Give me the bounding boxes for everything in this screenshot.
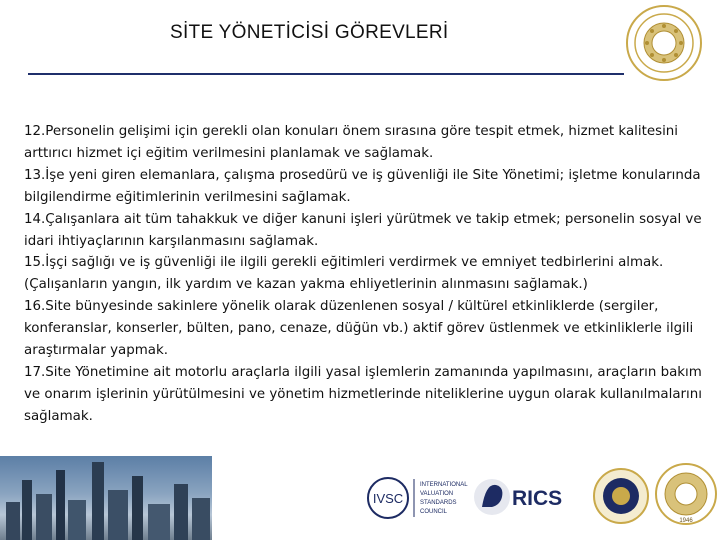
header-rule [28, 73, 624, 75]
gold-seal-logo [592, 465, 650, 531]
duties-list [24, 121, 704, 428]
duty-item: 16.Site bünyesinde sakinlere yönelik olarak düzenlenen sosyal / kültürel etkinliklerde (sergiler, konferanslar, konserler, bülten, pano, cenaze, düğün vb.) aktif görev üstlenmek ve etkinliklerle ilgili araştırmalar yapmak. [24, 299, 694, 359]
ivsc-mark: IVSC [372, 491, 404, 506]
duty-item: 14.Çalışanlara ait tüm tahakkuk ve diğer kanuni işleri yürütmek ve takip etmek; personelin sosyal ve idari ihtiyaçlarının karşılanmasını sağlamak. [24, 211, 702, 249]
university-logo-small [654, 461, 718, 533]
ivsc-text-line: COUNCIL [420, 509, 448, 515]
duty-item: 13.İşe yeni giren elemanlara, çalışma prosedürü ve iş güvenliği ile Site Yönetimi; işletme konularında bilgilendirme eğitimlerinin verilmesini sağlamak. [24, 167, 701, 205]
page-title: SİTE YÖNETİCİSİ GÖREVLERİ [170, 22, 449, 43]
ivsc-text-line: INTERNATIONAL [420, 482, 468, 488]
city-skyline-photo [0, 456, 212, 540]
partner-logos [360, 461, 720, 531]
rics-mark: RICS [512, 487, 563, 510]
logo-year: 1946 [679, 518, 693, 524]
ivsc-text-line: STANDARDS [420, 500, 457, 506]
ivsc-logo [366, 475, 486, 525]
duty-item: 12.Personelin gelişimi için gerekli olan konuları önem sırasına göre tespit etmek, hizmet kalitesini arttırıcı hizmet içi eğitim verilmesini planlamak ve sağlamak. [24, 124, 678, 161]
ivsc-text-line: VALUATION [420, 491, 454, 497]
duty-item: 17.Site Yönetimine ait motorlu araçlarla ilgili yasal işlemlerin zamanında yapılmasını, araçların bakım ve onarım işlerinin yürütülmesini ve yönetim hizmetlerinde niteliklerine uygun olarak kullanılmalarını sağlamak. [24, 364, 702, 424]
duty-item: 15.İşçi sağlığı ve iş güvenliği ile ilgili gerekli eğitimleri verdirmek ve emniyet tedbirlerini almak. (Çalışanların yangın, ilk yardım ve kazan yakma ehliyetlerinin alınmasını sağlamak.) [24, 255, 664, 293]
university-logo [625, 4, 703, 86]
rics-logo [472, 473, 578, 525]
